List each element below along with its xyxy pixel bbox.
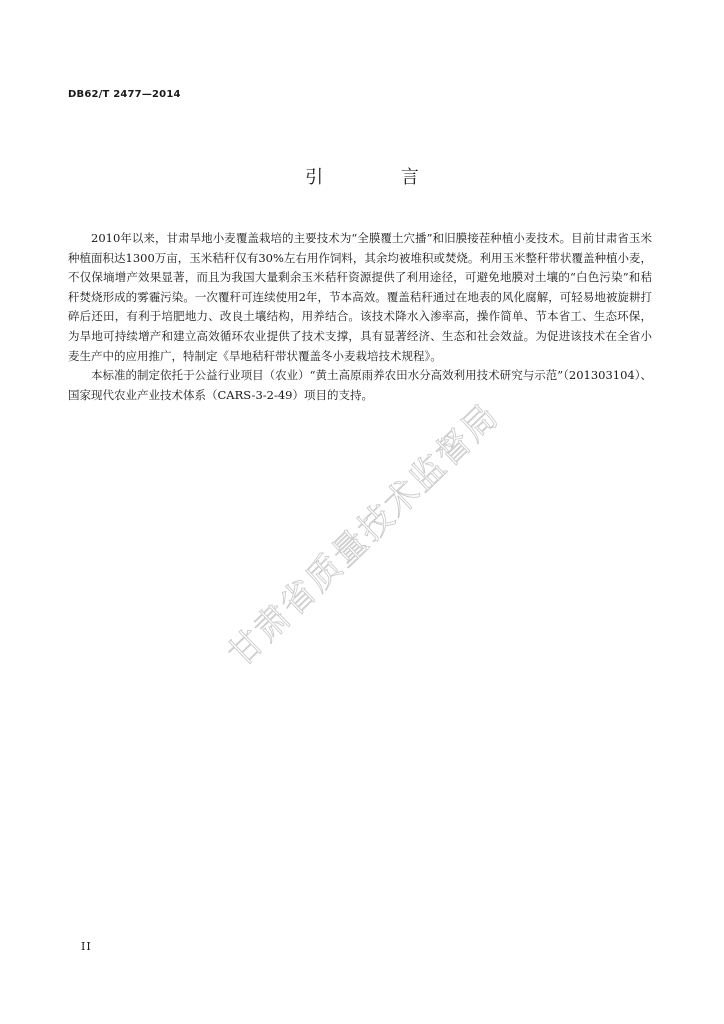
section-title: 引 言	[305, 167, 455, 188]
paragraph-2: 本标准的制定依托于公益行业项目（农业）“黄土高原雨养农田水分高效利用技术研究与示范”（201303104）、国家现代农业产业技术体系（CARS-3-2-49）项目的支持。	[68, 368, 652, 402]
standard-code: DB62/T 2477—2014	[68, 89, 181, 100]
body-text	[68, 229, 652, 405]
page-number: II	[81, 940, 92, 953]
paragraph-1: 2010年以来，甘肃旱地小麦覆盖栽培的主要技术为“全膜覆土穴播”和旧膜接茬种植小麦技术。目前甘肃省玉米种植面积达1300万亩，玉米秸秆仅有30%左右用作饲料，其余均被堆积或焚烧。利用玉米整秆带状覆盖种植小麦，不仅保墒增产效果显著，而且为我国大量剩余玉米秸秆资源提供了利用途径，可避免地膜对土壤的“白色污染”和秸秆焚烧形成的雾霾污染。一次覆秆可连续使用2年，节本高效。覆盖秸秆通过在地表的风化腐解，可轻易地被旋耕打碎后还田，有利于培肥地力、改良土壤结构，用养结合。该技术降水入渗率高，操作简单、节本省工、生态环保，为旱地可持续增产和建立高效循环农业提供了技术支撑，具有显著经济、生态和社会效益。为促进该技术在全省小麦生产中的应用推广，特制定《旱地秸秆带状覆盖冬小麦栽培技术规程》。	[68, 231, 652, 363]
watermark-stamp: 甘肃省质量技术监督局	[220, 395, 508, 675]
